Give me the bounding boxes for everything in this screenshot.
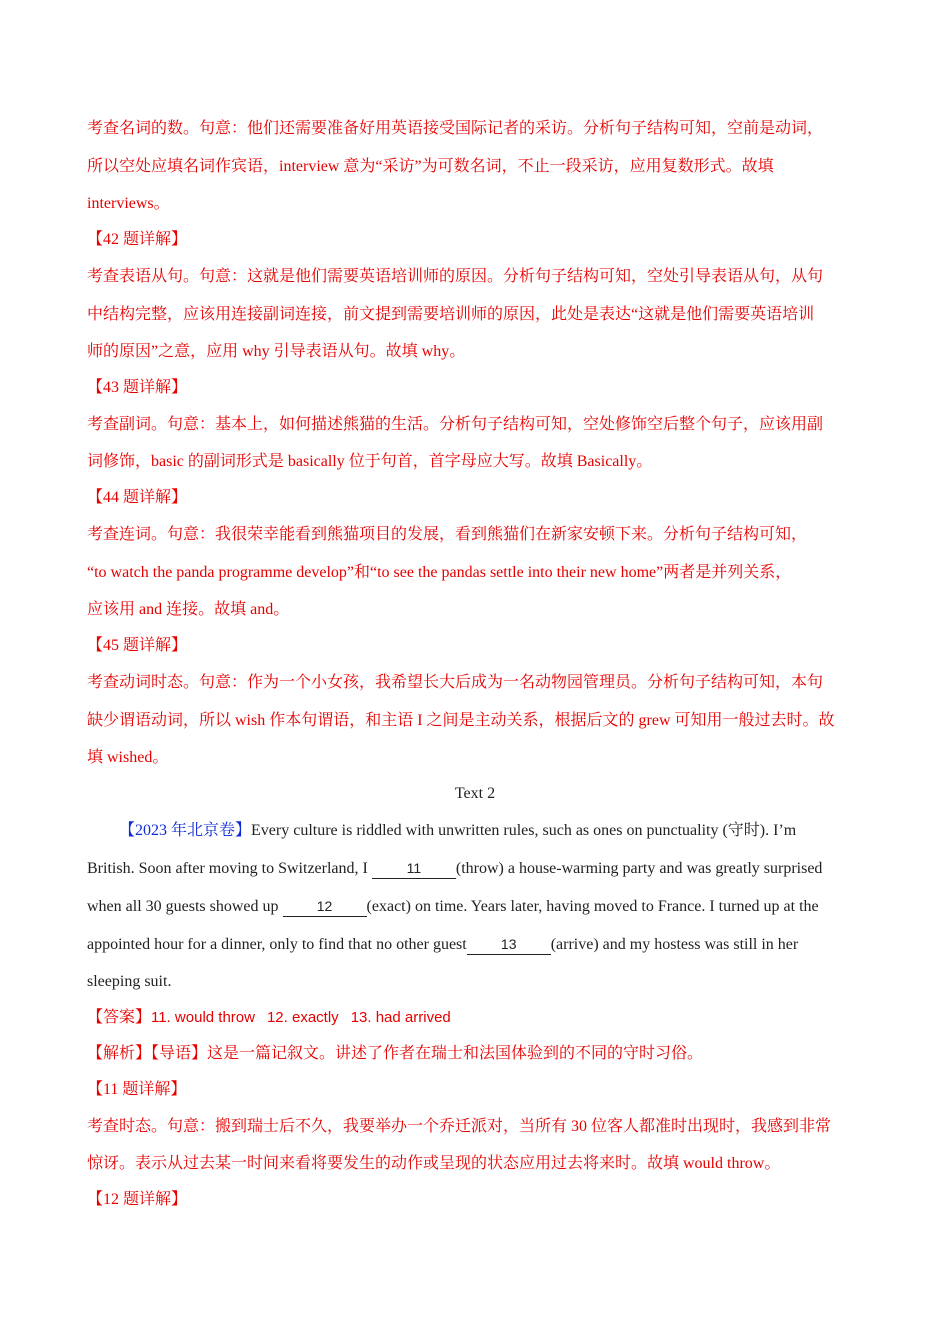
explanation-43-line-2: 词修饰，basic 的副词形式是 basically 位于句首，首字母应大写。故填 Basically。 — [87, 453, 653, 470]
explanation-41-line-3: interviews。 — [87, 195, 170, 212]
explanation-11-line-2: 惊讶。表示从过去某一时间来看将要发生的动作或呈现的状态应用过去将来时。故填 would throw。 — [87, 1155, 781, 1172]
blank-13[interactable]: 13 — [467, 934, 551, 955]
answer-label: 【答案】 — [87, 1009, 152, 1026]
explanation-44-line-1: 考查连词。句意：我很荣幸能看到熊猫项目的发展，看到熊猫们在新家安顿下来。分析句子结构可知， — [87, 526, 808, 543]
text-2-title: Text 2 — [454, 785, 496, 802]
passage-line-3-start: when all 30 guests showed up — [87, 898, 283, 915]
explanation-42-line-1: 考查表语从句。句意：这就是他们需要英语培训师的原因。分析句子结构可知，空处引导表语从句，从句 — [87, 268, 824, 285]
passage-line-2-end: (throw) a house-warming party and was greatly surprised — [455, 860, 823, 877]
explanation-42-line-3: 师的原因”之意，应用 why 引导表语从句。故填 why。 — [87, 343, 466, 360]
heading-42: 【42 题详解】 — [87, 231, 188, 248]
explanation-41-line-1: 考查名词的数。句意：他们还需要准备好用英语接受国际记者的采访。分析句子结构可知，空前是动词， — [87, 120, 824, 137]
answer-11: 11. would throw — [151, 1009, 255, 1026]
passage-line-5: sleeping suit. — [87, 973, 172, 990]
analysis-line — [87, 1036, 863, 1072]
answer-12: 12. exactly — [266, 1009, 339, 1026]
blank-11[interactable]: 11 — [372, 858, 456, 879]
explanation-42-line-2: 中结构完整，应该用连接副词连接，前文提到需要培训师的原因，此处是表达“这就是他们需要英语培训 — [87, 306, 815, 323]
answer-13: 13. had arrived — [350, 1009, 451, 1026]
passage-line-2-start: British. Soon after moving to Switzerland, I — [87, 860, 372, 877]
explanation-43-line-1: 考查副词。句意：基本上，如何描述熊猫的生活。分析句子结构可知，空处修饰空后整个句子，应该用副 — [87, 416, 824, 433]
explanation-44-line-2: “to watch the panda programme develop”和“to see the pandas settle into their new home”两者是并列关系， — [87, 564, 792, 581]
passage-line-2 — [87, 850, 863, 888]
explanation-11-line-1: 考查时态。句意：搬到瑞士后不久，我要举办一个乔迁派对，当所有 30 位客人都准时出现时，我感到非常 — [87, 1118, 832, 1135]
blank-12[interactable]: 12 — [283, 896, 367, 917]
passage-line-1 — [87, 812, 863, 850]
answer-line — [87, 1000, 863, 1036]
explanation-45-line-1: 考查动词时态。句意：作为一个小女孩，我希望长大后成为一名动物园管理员。分析句子结构可知，本句 — [87, 674, 824, 691]
heading-12: 【12 题详解】 — [87, 1191, 188, 1208]
document-content — [87, 110, 863, 1218]
explanation-41-line-2: 所以空处应填名词作宾语，interview 意为“采访”为可数名词，不止一段采访，应用复数形式。故填 — [87, 158, 774, 175]
passage-source: 【2023 年北京卷】 — [119, 822, 252, 839]
passage-line-3-end: (exact) on time. Years later, having moved to France. I turned up at the — [366, 898, 819, 915]
explanation-44-line-3: 应该用 and 连接。故填 and。 — [87, 601, 290, 618]
passage-line-1-text: Every culture is riddled with unwritten rules, such as ones on punctuality (守时). I’m — [251, 822, 797, 839]
passage-line-4-end: (arrive) and my hostess was still in her — [550, 936, 799, 953]
analysis-text: 这是一篇记叙文。讲述了作者在瑞士和法国体验到的不同的守时习俗。 — [207, 1045, 704, 1062]
explanation-45-line-3: 填 wished。 — [87, 749, 169, 766]
explanation-45-line-2: 缺少谓语动词，所以 wish 作本句谓语，和主语 I 之间是主动关系，根据后文的 grew 可知用一般过去时。故 — [87, 712, 835, 729]
heading-11: 【11 题详解】 — [87, 1081, 187, 1098]
heading-45: 【45 题详解】 — [87, 637, 188, 654]
passage-line-3 — [87, 888, 863, 926]
passage-line-4-start: appointed hour for a dinner, only to find that no other guest — [87, 936, 467, 953]
passage-line-4 — [87, 926, 863, 964]
analysis-label: 【解析】【导语】 — [87, 1045, 208, 1062]
heading-44: 【44 题详解】 — [87, 489, 188, 506]
heading-43: 【43 题详解】 — [87, 379, 188, 396]
